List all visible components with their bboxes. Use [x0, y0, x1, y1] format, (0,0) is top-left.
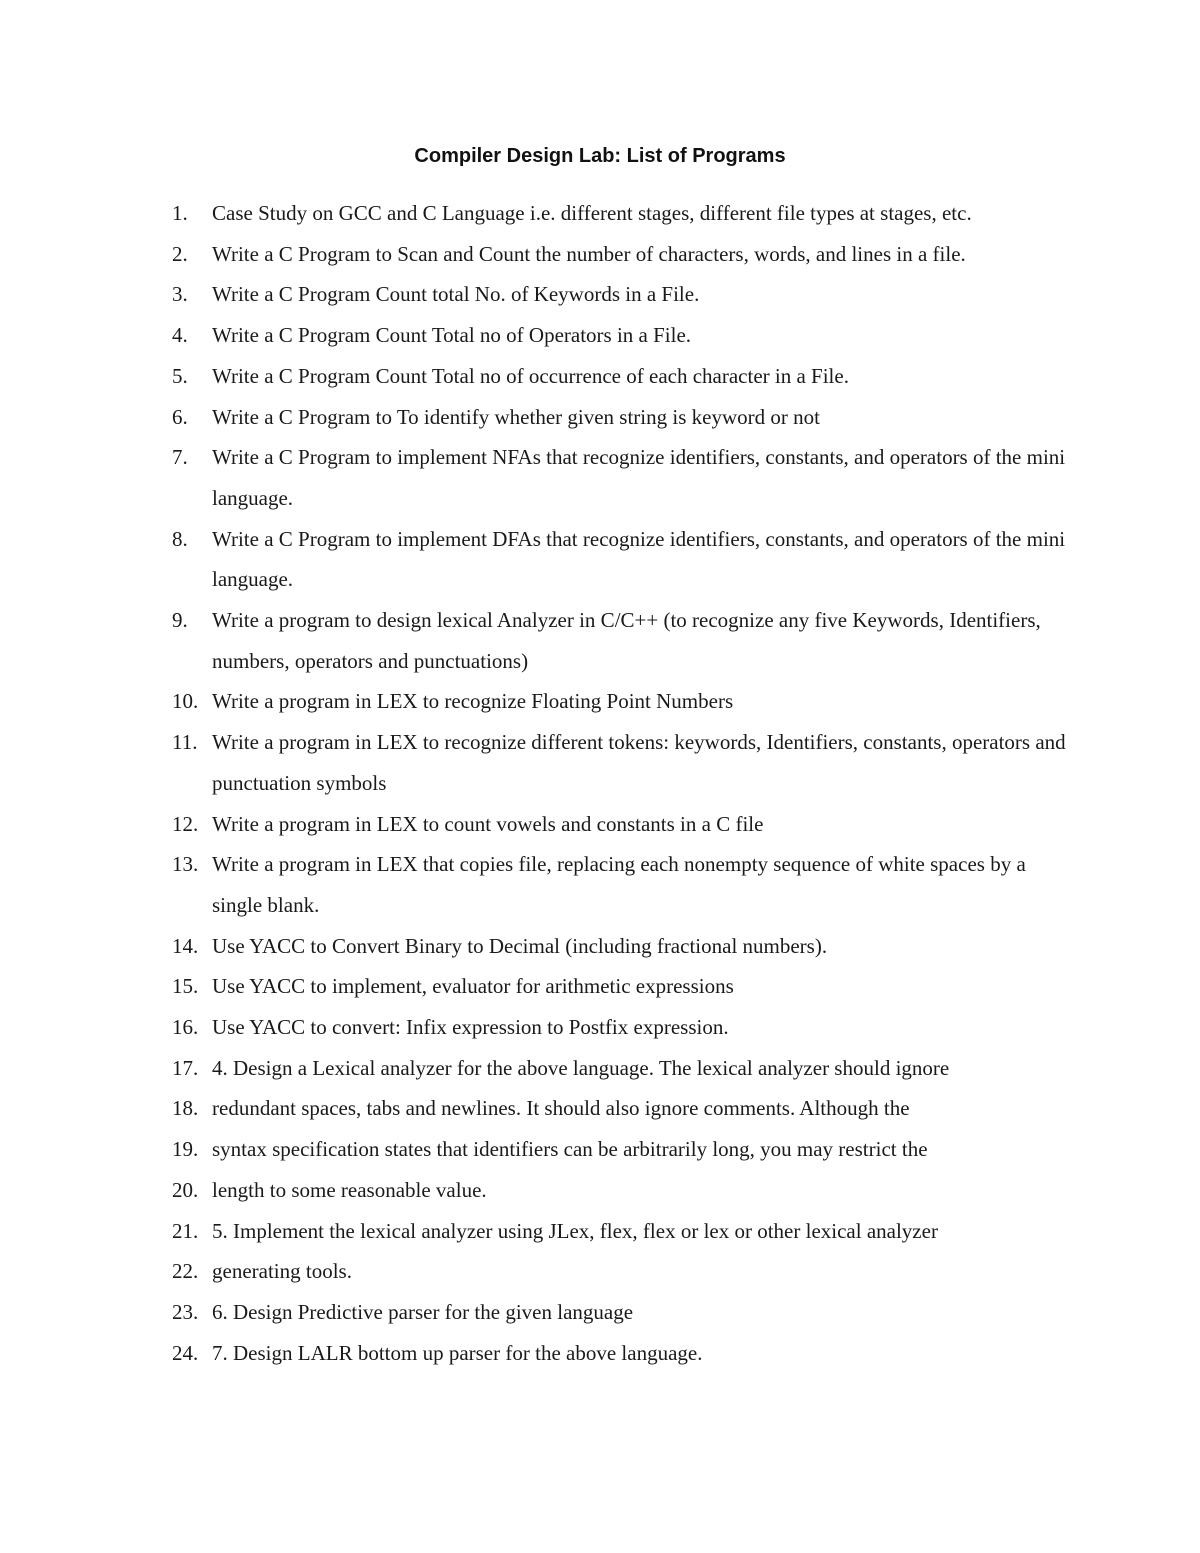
list-item-text: Use YACC to Convert Binary to Decimal (including fractional numbers).	[212, 933, 828, 958]
list-item	[172, 1170, 1072, 1211]
list-item-number: 13.	[172, 852, 199, 877]
program-list	[172, 193, 1072, 1373]
list-item	[172, 926, 1072, 967]
list-item-number: 14.	[172, 933, 199, 958]
list-item-text: 5. Implement the lexical analyzer using JLex, flex, flex or lex or other lexical analyzer	[212, 1218, 938, 1243]
list-item	[172, 193, 1072, 234]
list-item	[172, 1211, 1072, 1252]
list-item-text: Write a C Program Count Total no of occurrence of each character in a File.	[212, 363, 849, 388]
list-item-number: 2.	[172, 241, 188, 266]
list-item	[172, 437, 1072, 518]
list-item	[172, 1292, 1072, 1333]
list-item	[172, 844, 1072, 925]
list-item-number: 17.	[172, 1055, 199, 1080]
list-item-text: Write a C Program to To identify whether given string is keyword or not	[212, 404, 820, 429]
list-item	[172, 966, 1072, 1007]
list-item	[172, 600, 1072, 681]
list-item-number: 8.	[172, 526, 188, 551]
list-item	[172, 234, 1072, 275]
list-item-number: 16.	[172, 1015, 199, 1040]
list-item-text: Write a program in LEX that copies file, replacing each nonempty sequence of white spaces by a single blank.	[212, 852, 1026, 917]
list-item-number: 20.	[172, 1177, 199, 1202]
list-item-text: redundant spaces, tabs and newlines. It should also ignore comments. Although the	[212, 1096, 910, 1121]
list-item-text: Write a C Program to implement DFAs that recognize identifiers, constants, and operators of the mini language.	[212, 526, 1066, 592]
list-item-number: 19.	[172, 1137, 199, 1162]
list-item-text: 7. Design LALR bottom up parser for the above language.	[212, 1340, 703, 1365]
list-item-number: 3.	[172, 282, 188, 307]
list-item	[172, 1333, 1072, 1374]
list-item-text: syntax specification states that identifiers can be arbitrarily long, you may restrict the	[212, 1137, 928, 1162]
list-item-number: 7.	[172, 445, 188, 470]
list-item-number: 22.	[172, 1259, 199, 1284]
list-item-number: 12.	[172, 811, 199, 836]
list-item-number: 24.	[172, 1340, 199, 1365]
list-item	[172, 356, 1072, 397]
list-item-text: Write a C Program Count Total no of Operators in a File.	[212, 323, 692, 348]
list-item	[172, 1251, 1072, 1292]
list-item-text: Write a C Program to Scan and Count the number of characters, words, and lines in a file.	[212, 241, 966, 266]
list-item-text: Write a program in LEX to recognize different tokens: keywords, Identifiers, constants, operators and punctuation symbols	[212, 730, 1066, 795]
list-item-number: 6.	[172, 404, 188, 429]
list-item-number: 15.	[172, 974, 199, 999]
page-title: Compiler Design Lab: List of Programs	[414, 145, 786, 167]
list-item-number: 5.	[172, 363, 188, 388]
list-item-text: Write a C Program to implement NFAs that recognize identifiers, constants, and operators of the mini language.	[212, 445, 1066, 510]
list-item-text: Use YACC to convert: Infix expression to Postfix expression.	[212, 1015, 729, 1040]
list-item-text: Write a program in LEX to count vowels and constants in a C file	[212, 811, 764, 836]
list-item	[172, 681, 1072, 722]
list-item-number: 4.	[172, 323, 188, 348]
list-item-text: generating tools.	[212, 1259, 352, 1284]
list-item	[172, 315, 1072, 356]
list-item	[172, 397, 1072, 438]
list-item-number: 23.	[172, 1299, 199, 1324]
list-item	[172, 1129, 1072, 1170]
list-item-text: length to some reasonable value.	[212, 1177, 487, 1202]
list-item-text: Case Study on GCC and C Language i.e. different stages, different file types at stages, etc.	[212, 201, 972, 225]
list-item-number: 18.	[172, 1096, 199, 1121]
list-item-number: 21.	[172, 1218, 199, 1243]
list-item	[172, 519, 1072, 600]
list-item-text: Write a program to design lexical Analyzer in C/C++ (to recognize any five Keywords, Identifiers, numbers, operators and punctuations)	[212, 608, 1041, 673]
list-item-text: Write a C Program Count total No. of Keywords in a File.	[212, 282, 700, 307]
list-item	[172, 722, 1072, 803]
list-item-text: 4. Design a Lexical analyzer for the above language. The lexical analyzer should ignore	[212, 1055, 950, 1080]
list-item	[172, 1048, 1072, 1089]
list-item	[172, 1088, 1072, 1129]
list-item	[172, 274, 1072, 315]
list-item-number: 1.	[172, 201, 188, 225]
list-item-text: 6. Design Predictive parser for the given language	[212, 1299, 634, 1324]
list-item-number: 10.	[172, 689, 199, 714]
list-item-text: Write a program in LEX to recognize Floating Point Numbers	[212, 689, 734, 714]
list-item-number: 11.	[172, 730, 198, 755]
list-item	[172, 1007, 1072, 1048]
list-item-text: Use YACC to implement, evaluator for arithmetic expressions	[212, 974, 734, 999]
list-item-number: 9.	[172, 608, 188, 633]
list-item	[172, 804, 1072, 845]
